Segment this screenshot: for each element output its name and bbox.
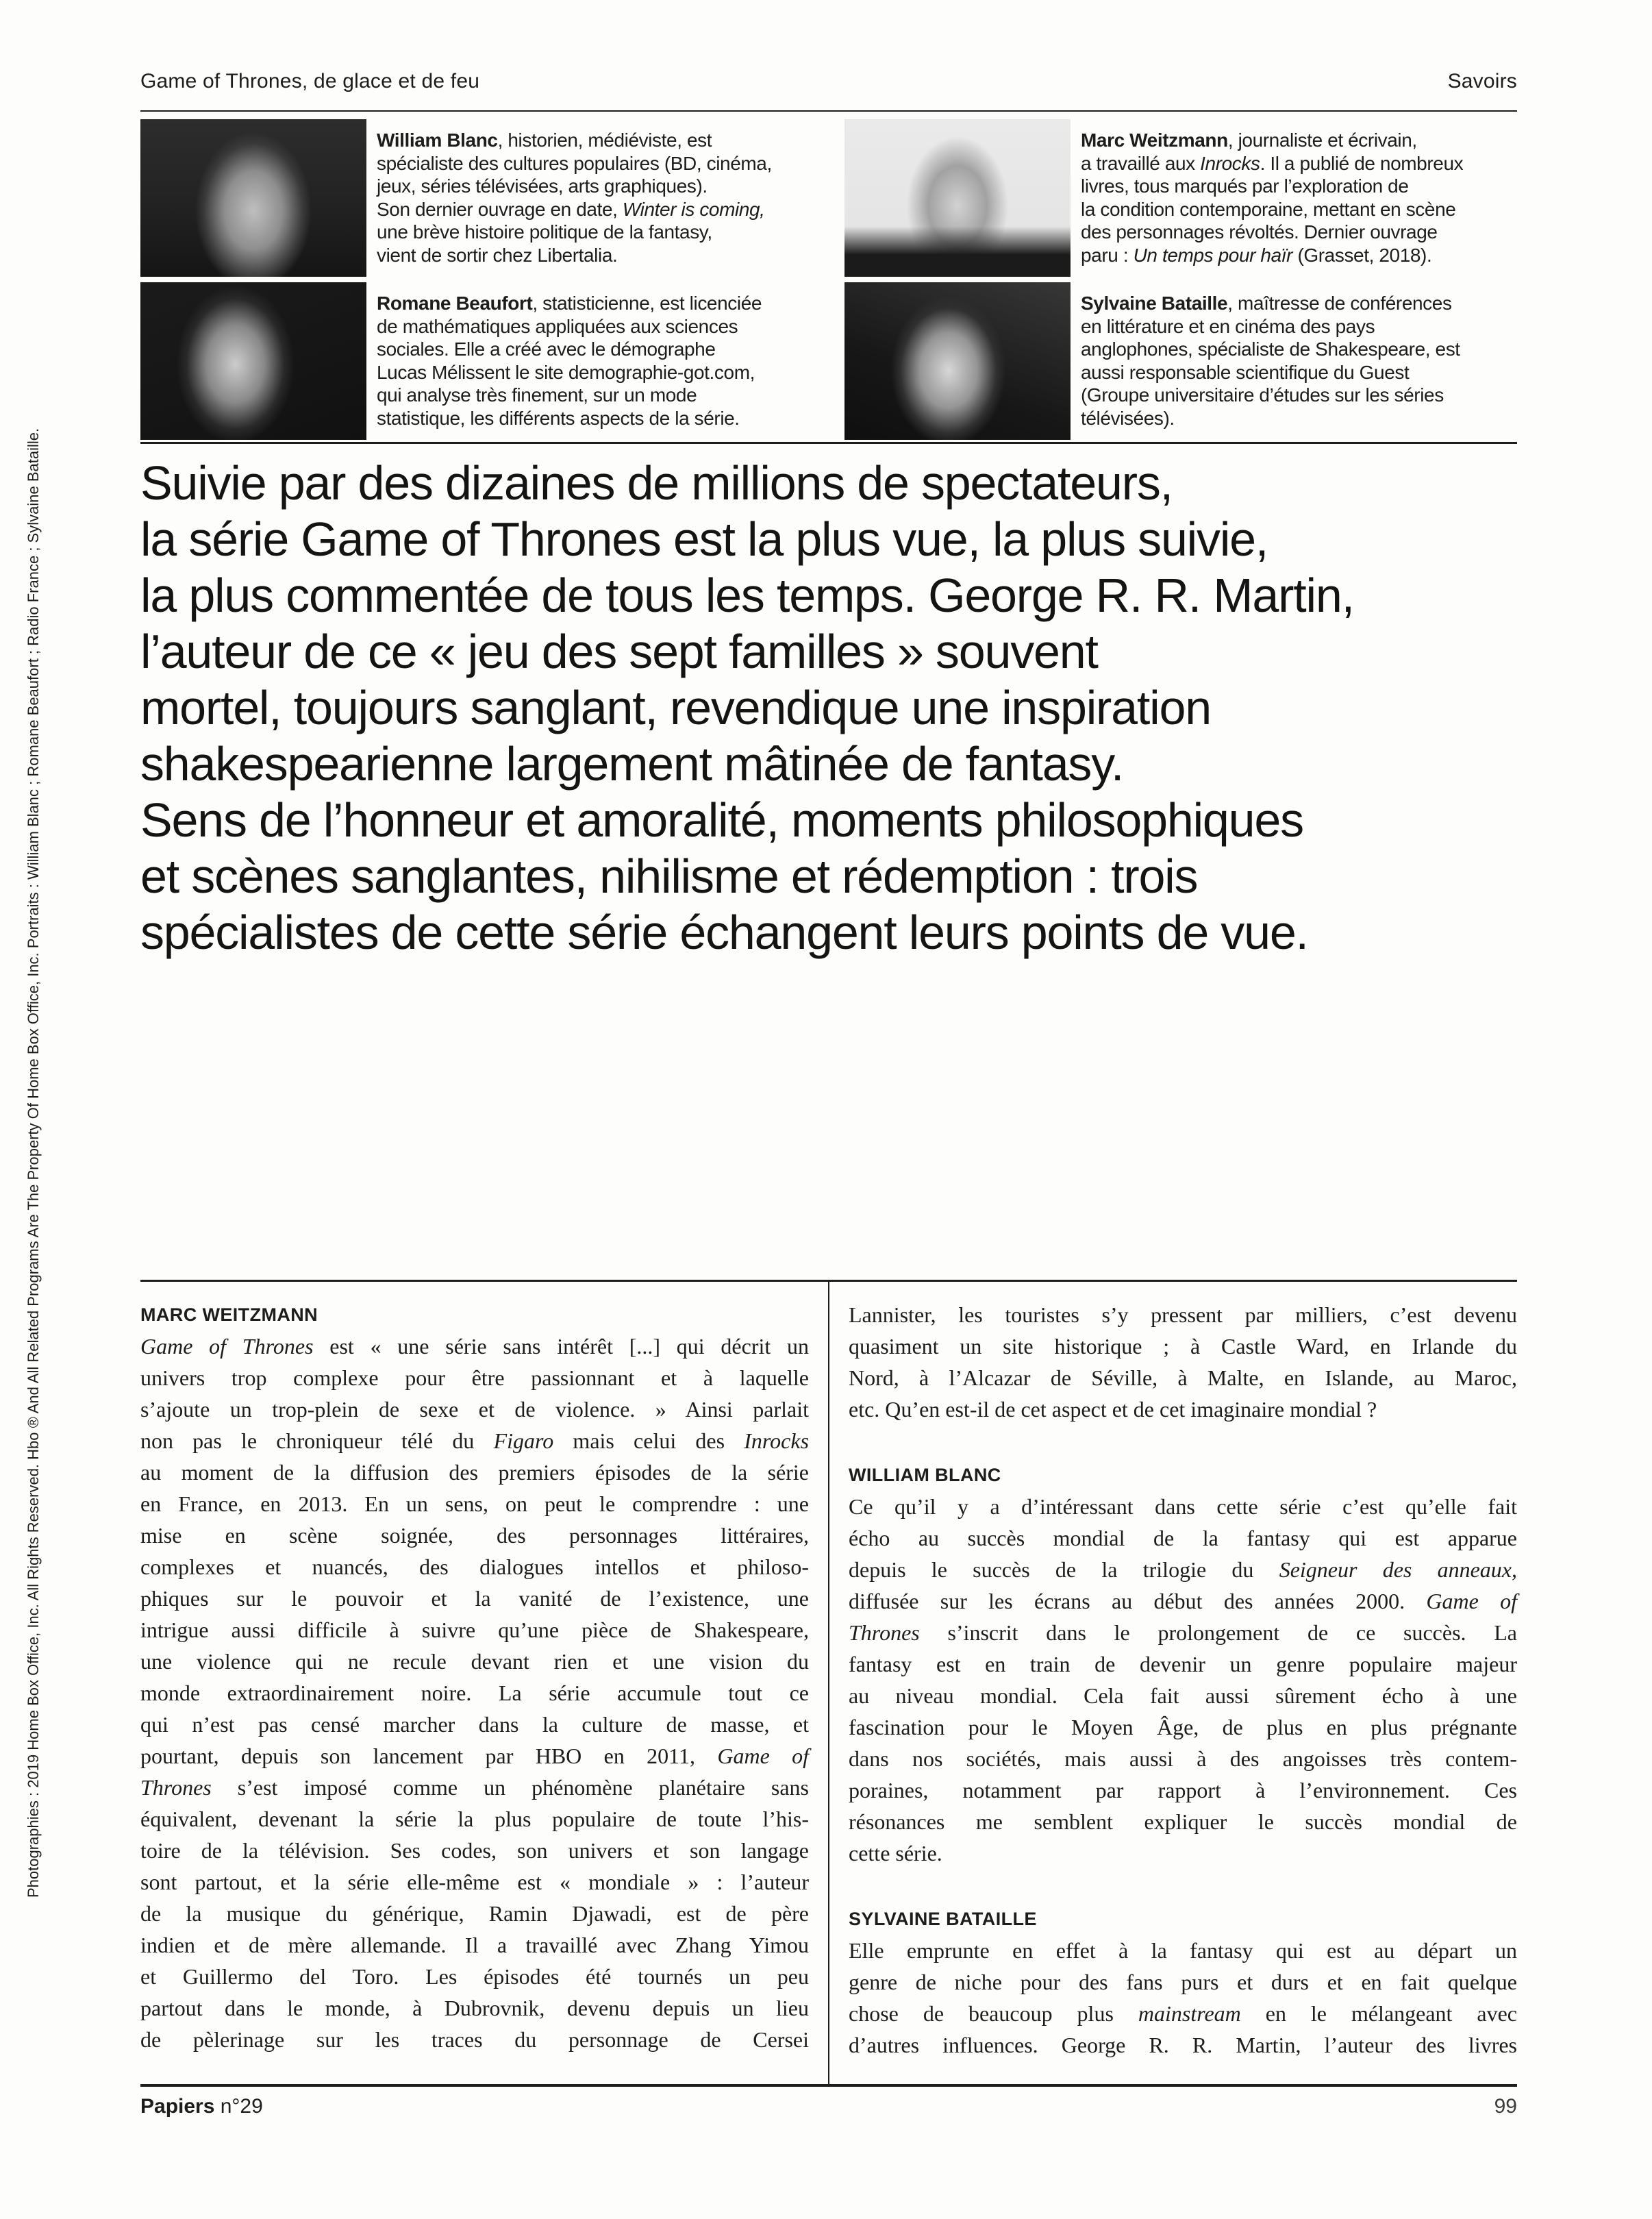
body-line: fantasy est en train de devenir un genre populaire majeur — [849, 1652, 1517, 1676]
bio-text-marc-weitzmann — [1081, 119, 1463, 277]
footer-rule — [140, 2084, 1517, 2087]
body-line: de la musique du générique, Ramin Djawadi, est de père — [140, 1901, 809, 1926]
running-header — [140, 70, 1517, 93]
body-line: résonances me semblent expliquer le succès mondial de — [849, 1809, 1517, 1834]
body-line: une violence qui ne recule devant rien et une vision du — [140, 1649, 809, 1674]
body-line: au moment de la diffusion des premiers épisodes de la série — [140, 1460, 809, 1485]
header-rule — [140, 110, 1517, 112]
bio-sylvaine-bataille — [844, 282, 1517, 440]
body-line: Game of Thrones est « une série sans intérêt [...] qui décrit un — [140, 1334, 810, 1359]
body-line: mise en scène soignée, des personnages littéraires, — [140, 1523, 809, 1548]
body-line: écho au succès mondial de la fantasy qui est apparue — [849, 1526, 1517, 1550]
article-block — [849, 1459, 1517, 1869]
body-line: Thrones s’inscrit dans le prolongement de ce succès. La — [849, 1620, 1517, 1645]
body-line: équivalent, devenant la série la plus populaire de toute l’his- — [140, 1807, 809, 1831]
body-line: univers trop complexe pour être passionnant et à laquelle — [140, 1365, 809, 1390]
body-line: sont partout, et la série elle-même est « mondiale » : l’auteur — [140, 1870, 809, 1894]
portrait-romane-beaufort — [140, 282, 366, 440]
body-line: monde extraordinairement noire. La série accumule tout ce — [140, 1681, 809, 1705]
page-number: 99 — [1494, 2095, 1517, 2118]
article-column-right — [849, 1299, 1517, 2061]
body-line: Elle emprunte en effet à la fantasy qui est au départ un — [849, 1938, 1517, 1963]
bio-line: Lucas Mélissent le site demographie-got.com, — [377, 361, 755, 383]
bio-marc-weitzmann — [844, 119, 1517, 277]
body-line: etc. Qu’en est-il de cet aspect et de cet imaginaire mondial ? — [849, 1397, 1377, 1422]
body-line: complexes et nuancés, des dialogues intellos et philoso- — [140, 1554, 809, 1579]
body-line: cette série. — [849, 1841, 942, 1865]
bio-line: vient de sortir chez Libertalia. — [377, 244, 618, 266]
body-line: indien et de mère allemande. Il a travaillé avec Zhang Yimou — [140, 1933, 809, 1957]
article-lede — [140, 455, 1517, 960]
bio-line: William Blanc, historien, médiéviste, est — [377, 129, 712, 151]
bio-line: anglophones, spécialiste de Shakespeare, est — [1081, 338, 1460, 360]
bio-text-william-blanc — [377, 119, 772, 277]
speaker-label: WILLIAM BLANC — [849, 1465, 1001, 1485]
bio-line: en littérature et en cinéma des pays — [1081, 315, 1375, 337]
body-line: fascination pour le Moyen Âge, de plus en plus prégnante — [849, 1715, 1517, 1739]
body-line: intrigue aussi difficile à suivre qu’une pièce de Shakespeare, — [140, 1617, 809, 1642]
portrait-sylvaine-bataille — [844, 282, 1071, 440]
bio-line: Son dernier ouvrage en date, Winter is coming, — [377, 198, 765, 220]
bio-line: paru : Un temps pour haïr (Grasset, 2018). — [1081, 244, 1432, 266]
article-block — [140, 1299, 809, 2055]
lede-line: l’auteur de ce « jeu des sept familles » souvent — [140, 625, 1098, 678]
bio-line: Marc Weitzmann, journaliste et écrivain, — [1081, 129, 1417, 151]
speaker-label: SYLVAINE BATAILLE — [849, 1909, 1037, 1929]
lede-line: spécialistes de cette série échangent leurs points de vue. — [140, 906, 1308, 959]
bio-line: la condition contemporaine, mettant en scène — [1081, 198, 1456, 220]
bio-line: Romane Beaufort, statisticienne, est licenciée — [377, 293, 762, 314]
article-block — [849, 1903, 1517, 2061]
bio-romane-beaufort — [140, 282, 813, 440]
bio-line: Sylvaine Bataille, maîtresse de conférences — [1081, 293, 1452, 314]
lede-line: mortel, toujours sanglant, revendique une inspiration — [140, 681, 1211, 734]
body-line: en France, en 2013. En un sens, on peut le comprendre : une — [140, 1491, 809, 1516]
bio-line: statistique, les différents aspects de la série. — [377, 407, 740, 429]
portrait-marc-weitzmann — [844, 119, 1071, 277]
body-line: genre de niche pour des fans purs et durs et en fait quelque — [849, 1970, 1517, 1994]
contributor-bios — [140, 119, 1517, 440]
lede-line: et scènes sanglantes, nihilisme et rédemption : trois — [140, 850, 1198, 903]
body-line: chose de beaucoup plus mainstream en le mélangeant avec — [849, 2001, 1518, 2026]
bio-line: une brève histoire politique de la fantasy, — [377, 221, 712, 243]
bios-rule — [140, 442, 1517, 444]
bio-line: livres, tous marqués par l’exploration de — [1081, 175, 1409, 197]
bio-line: spécialiste des cultures populaires (BD, cinéma, — [377, 152, 772, 174]
bio-line: des personnages révoltés. Dernier ouvrage — [1081, 221, 1438, 243]
speaker-label: MARC WEITZMANN — [140, 1304, 318, 1325]
body-line: quasiment un site historique ; à Castle Ward, en Irlande du — [849, 1334, 1517, 1359]
body-line: au niveau mondial. Cela fait aussi sûrement écho à une — [849, 1683, 1517, 1708]
lede-line: la série Game of Thrones est la plus vue, la plus suivie, — [140, 512, 1268, 566]
bio-line: télévisées). — [1081, 407, 1175, 429]
body-line: s’ajoute un trop-plein de sexe et de violence. » Ainsi parlait — [140, 1397, 809, 1422]
running-header-title: Game of Thrones, de glace et de feu — [140, 70, 480, 92]
body-line: qui n’est pas censé marcher dans la culture de masse, et — [140, 1712, 809, 1737]
photo-credit-vertical: Photographies : 2019 Home Box Office, Inc. All Rights Reserved. Hbo ® And All Related Programs Are The Property Of Home Box Office, Inc. Portraits : William Blanc ; Romane Beaufort ; Radio France ; Sylvaine Bataille. — [25, 427, 42, 1898]
bio-william-blanc — [140, 119, 813, 277]
body-line: Thrones s’est imposé comme un phénomène planétaire sans — [140, 1775, 809, 1800]
body-line: diffusée sur les écrans au début des années 2000. Game of — [849, 1589, 1517, 1613]
page-footer — [140, 2095, 1517, 2118]
body-line: partout dans le monde, à Dubrovnik, devenu depuis un lieu — [140, 1996, 809, 2020]
body-line: phiques sur le pouvoir et la vanité de l’existence, une — [140, 1586, 809, 1611]
body-line: d’autres influences. George R. R. Martin, l’auteur des livres — [849, 2033, 1517, 2057]
body-line: Ce qu’il y a d’intéressant dans cette série c’est qu’elle fait — [849, 1494, 1517, 1519]
bio-text-sylvaine-bataille — [1081, 282, 1460, 440]
bio-line: sociales. Elle a créé avec le démographe — [377, 338, 716, 360]
publication-name: Papiers — [140, 2095, 215, 2118]
bio-text-romane-beaufort — [377, 282, 762, 440]
running-header-rubric: Savoirs — [1447, 70, 1517, 92]
bio-line: a travaillé aux Inrocks. Il a publié de nombreux — [1081, 152, 1464, 174]
bio-line: (Groupe universitaire d’études sur les séries — [1081, 384, 1444, 406]
body-line: non pas le chroniqueur télé du Figaro mais celui des Inrocks — [140, 1428, 810, 1453]
bio-line: de mathématiques appliquées aux sciences — [377, 315, 738, 337]
body-line: Lannister, les touristes s’y pressent par milliers, c’est devenu — [849, 1302, 1517, 1327]
article-block — [849, 1299, 1517, 1425]
issue-number: n°29 — [214, 2095, 263, 2118]
portrait-william-blanc — [140, 119, 366, 277]
body-line: depuis le succès de la trilogie du Seigneur des anneaux, — [849, 1557, 1518, 1582]
publication-issue — [140, 2095, 263, 2118]
lede-line: la plus commentée de tous les temps. George R. R. Martin, — [140, 569, 1354, 622]
body-line: pourtant, depuis son lancement par HBO en 2011, Game of — [140, 1744, 810, 1768]
bio-line: qui analyse très finement, sur un mode — [377, 384, 697, 406]
bio-line: jeux, séries télévisées, arts graphiques). — [377, 175, 708, 197]
body-line: de pèlerinage sur les traces du personnage de Cersei — [140, 2027, 809, 2052]
lede-line: Sens de l’honneur et amoralité, moments philosophiques — [140, 793, 1303, 847]
body-line: poraines, notamment par rapport à l’environnement. Ces — [849, 1778, 1517, 1802]
bio-line: aussi responsable scientifique du Guest — [1081, 361, 1410, 383]
body-line: dans nos sociétés, mais aussi à des angoisses très contem- — [849, 1746, 1517, 1771]
body-line: Nord, à l’Alcazar de Séville, à Malte, en Islande, au Maroc, — [849, 1365, 1517, 1390]
article-column-left — [140, 1299, 809, 2061]
article-body — [140, 1299, 1517, 2061]
lede-line: shakespearienne largement mâtinée de fantasy. — [140, 737, 1124, 791]
body-line: toire de la télévision. Ses codes, son univers et son langage — [140, 1838, 809, 1863]
lede-line: Suivie par des dizaines de millions de spectateurs, — [140, 456, 1173, 510]
body-line: et Guillermo del Toro. Les épisodes été tournés un peu — [140, 1964, 809, 1989]
